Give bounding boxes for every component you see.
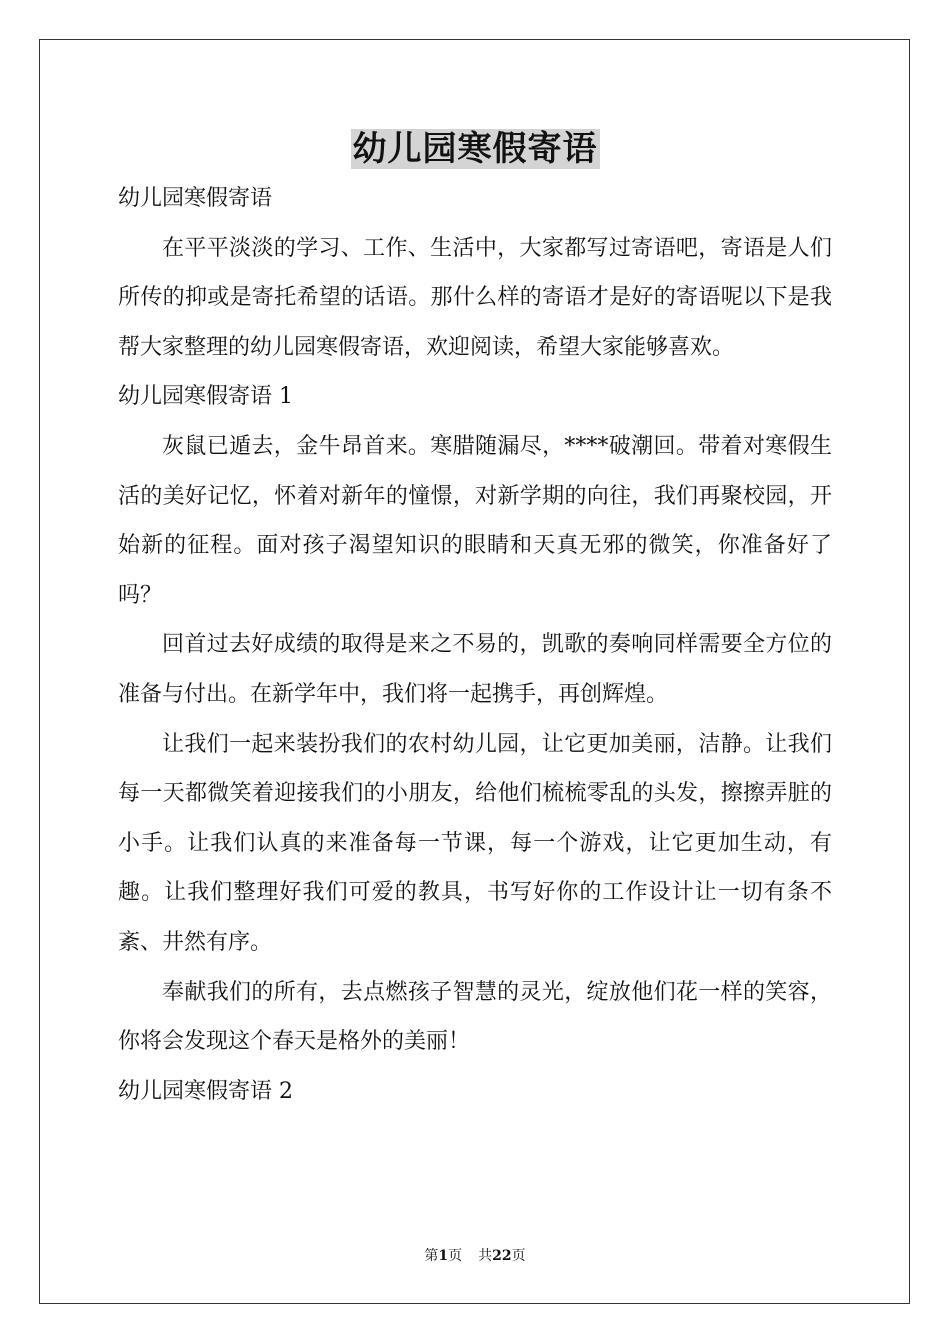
- section-heading-1: 幼儿园寒假寄语 1: [118, 384, 293, 410]
- current-page-number: 1: [438, 1248, 449, 1264]
- footer-page-unit: 页: [448, 1248, 463, 1264]
- total-pages-number: 22: [492, 1248, 512, 1264]
- document-body: [118, 174, 832, 1116]
- document-title: [0, 124, 950, 174]
- body-paragraph: 奉献我们的所有，去点燃孩子智慧的灵光，绽放他们花一样的笑容，你将会发现这个春天是格外的美丽！: [118, 979, 832, 1055]
- body-paragraph-intro: 在平平淡淡的学习、工作、生活中，大家都写过寄语吧，寄语是人们所传的抑或是寄托希望的话语。那什么样的寄语才是好的寄语呢以下是我帮大家整理的幼儿园寒假寄语，欢迎阅读，希望大家能够喜欢。: [118, 235, 832, 360]
- document-title-text: 幼儿园寒假寄语: [352, 129, 598, 169]
- section-heading-2: 幼儿园寒假寄语 2: [118, 1078, 293, 1104]
- body-paragraph: 回首过去好成绩的取得是来之不易的，凯歌的奏响同样需要全方位的准备与付出。在新学年中，我们将一起携手，再创辉煌。: [118, 632, 832, 707]
- page-footer: [0, 1246, 950, 1266]
- body-paragraph: 让我们一起来装扮我们的农村幼儿园，让它更加美丽，洁静。让我们每一天都微笑着迎接我们的小朋友，给他们梳梳零乱的头发，擦擦弄脏的小手。让我们认真的来准备每一节课，每一个游戏，让它更加生动，有趣。让我们整理好我们可爱的教具，书写好你的工作设计让一切有条不紊、井然有序。: [118, 731, 832, 955]
- footer-total-prefix: 共: [478, 1248, 493, 1264]
- body-paragraph: 灰鼠已遁去，金牛昂首来。寒腊随漏尽，****破潮回。带着对寒假生活的美好记忆，怀着对新年的憧憬，对新学期的向往，我们再聚校园，开始新的征程。面对孩子渴望知识的眼睛和天真无邪的微笑，你准备好了吗？: [118, 433, 832, 608]
- footer-total-unit: 页: [511, 1248, 526, 1264]
- body-subtitle: 幼儿园寒假寄语: [118, 186, 273, 211]
- footer-prefix: 第: [424, 1248, 439, 1264]
